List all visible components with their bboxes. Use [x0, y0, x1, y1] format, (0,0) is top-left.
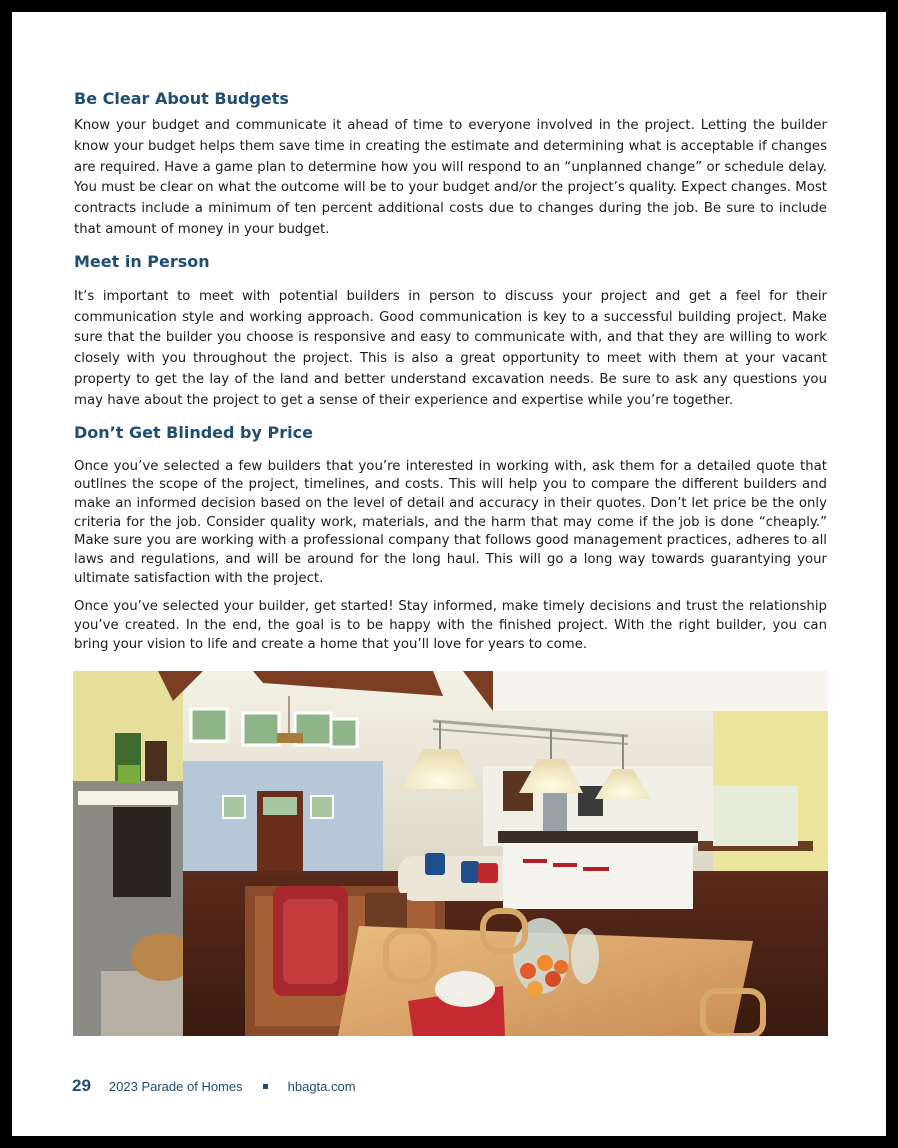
paragraph-meet-in-person: It’s important to meet with potential builders in person to discuss your project and get a feel for their communication style and working approach. Good communication is key to a successful building project. Make sure that the builder you choose is responsive and easy to communicate with, and that they are willing to work closely with you throughout the project. This is also a great opportunity to meet with them at your vacant property to get the lay of the land and better understand excavation needs. Be sure to ask any questions you may have about the project to get a sense of their experience and expertise while you’re together.: [74, 288, 827, 408]
website-link[interactable]: hbagta.com: [287, 1078, 356, 1094]
article-body: [74, 88, 827, 655]
page-footer: [72, 1074, 356, 1098]
page-number: 29: [72, 1076, 91, 1095]
publication-title: 2023 Parade of Homes: [108, 1078, 243, 1094]
kitchen-living-room-photo: [73, 671, 828, 1036]
footer-separator-bullet: [263, 1084, 268, 1089]
heading-budgets: Be Clear About Budgets: [74, 89, 289, 108]
paragraph-price: Once you’ve selected a few builders that you’re interested in working with, ask them for a detailed quote that outlines the scope of the project, timelines, and costs. This will help you to compare the different builders and make an informed decision based on the level of detail and accuracy in their quotes. Don’t let price be the only criteria for the job. Consider quality work, materials, and the harm that may come if the job is done “cheaply.” Make sure you are working with a professional company that follows good management practices, adheres to all laws and regulations, and will be around for the long haul. This will go a long way towards guarantying your ultimate satisfaction with the project.: [74, 458, 827, 586]
document-page: [12, 12, 886, 1136]
heading-price: Don’t Get Blinded by Price: [74, 422, 313, 442]
heading-meet-in-person: Meet in Person: [74, 251, 210, 271]
paragraph-closing: Once you’ve selected your builder, get started! Stay informed, make timely decisions and trust the relationship you’ve created. In the end, the goal is to be happy with the finished project. With the right builder, you can bring your vision to life and create a home that you’ll love for years to come.: [74, 599, 827, 652]
paragraph-budgets: Know your budget and communicate it ahead of time to everyone involved in the project. Letting the builder know your budget helps them save time in creating the estimate and determining what is acceptable if changes are required. Have a game plan to determine how you will respond to an “unplanned change” or schedule delay. You must be clear on what the outcome will be to your budget and/or the project’s quality. Expect changes. Most contracts include a minimum of ten percent additional costs due to changes during the job. Be sure to include that amount of money in your budget.: [74, 118, 827, 237]
